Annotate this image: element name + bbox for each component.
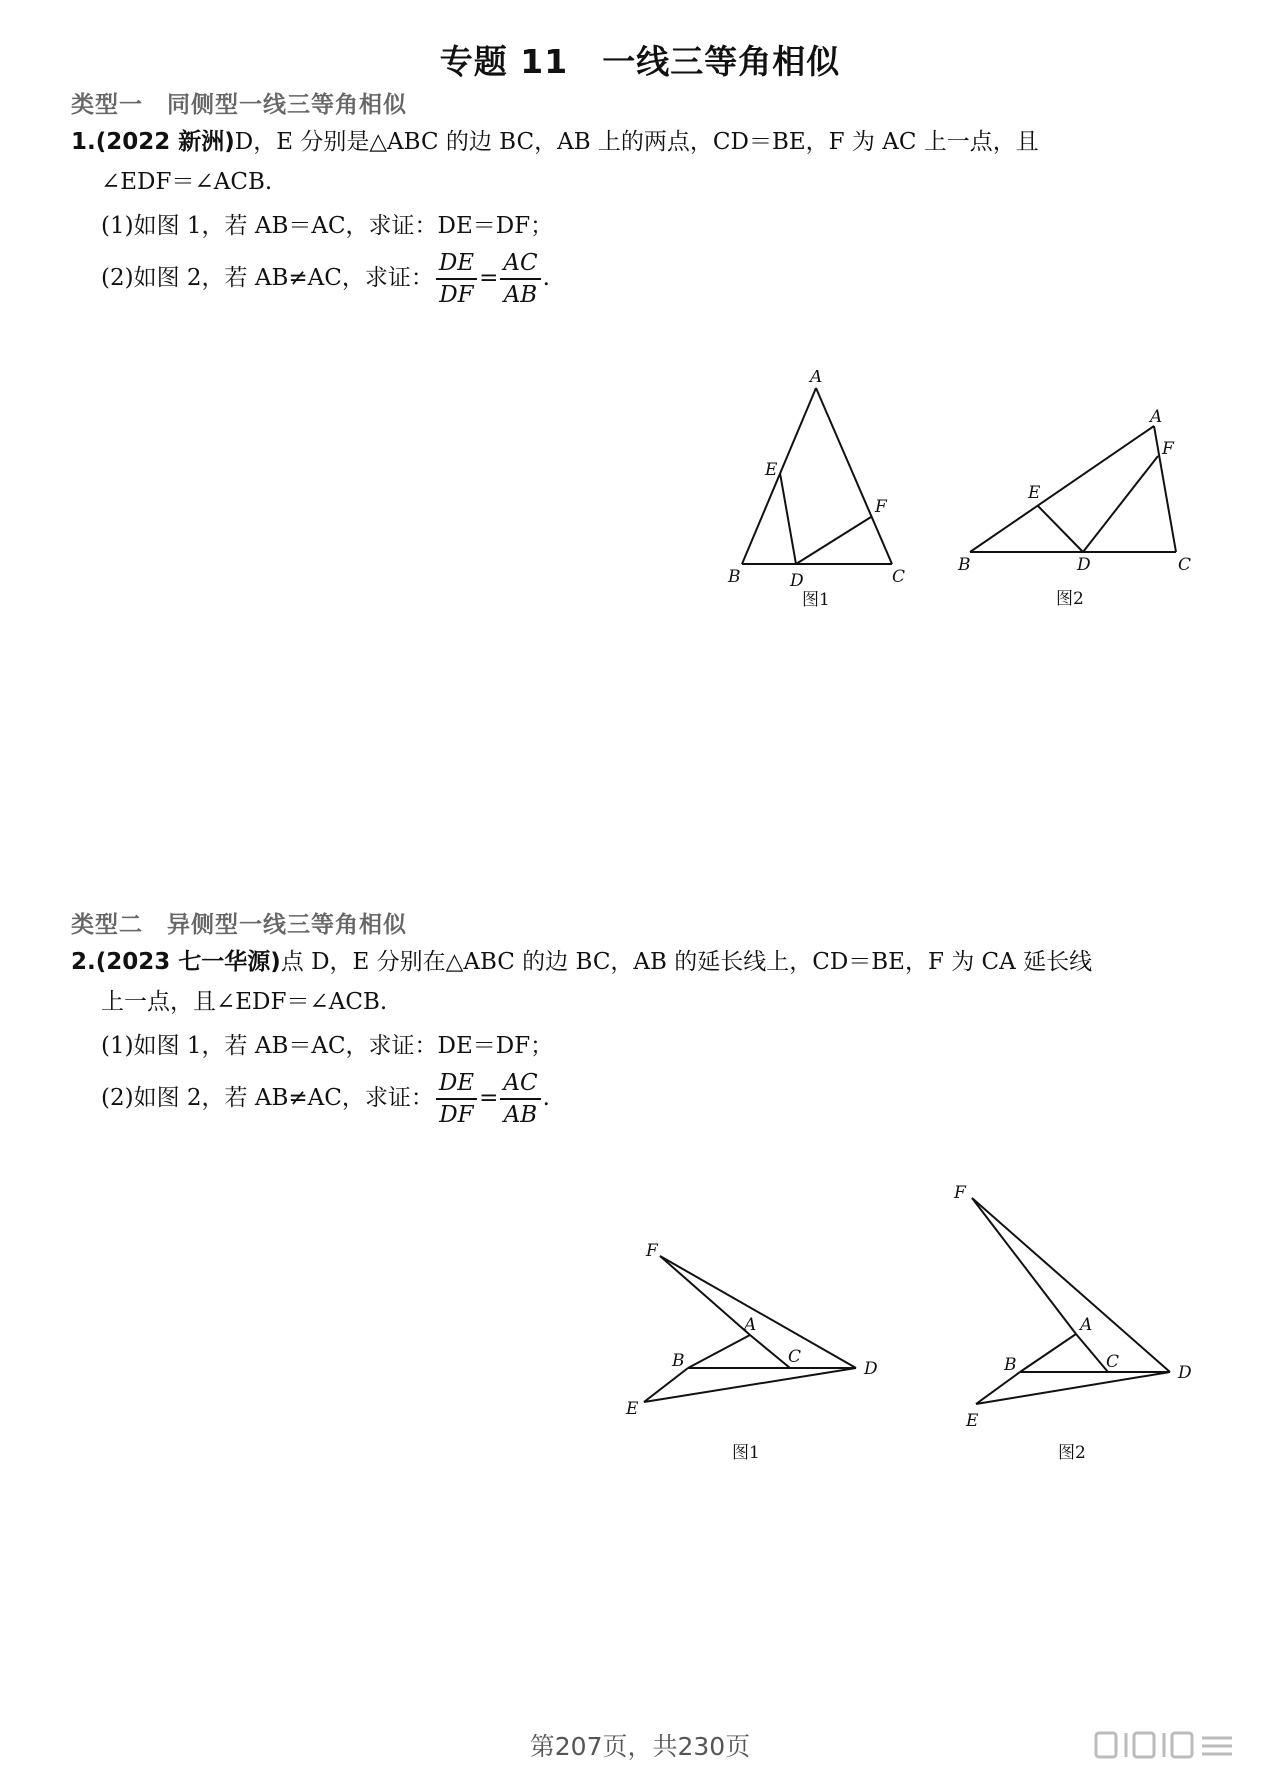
label-c: C bbox=[788, 1347, 802, 1367]
segment-ab bbox=[970, 426, 1154, 552]
label-f: F bbox=[646, 1241, 658, 1261]
segment-ed bbox=[644, 1368, 856, 1402]
equals-sign: = bbox=[479, 265, 499, 291]
fraction-ac-ab bbox=[500, 1068, 540, 1130]
label-d: D bbox=[1178, 1363, 1192, 1383]
label-a: A bbox=[1080, 1315, 1093, 1335]
question-1-part-2 bbox=[101, 248, 1211, 310]
segment-ac bbox=[1076, 1334, 1108, 1372]
label-a: A bbox=[744, 1315, 757, 1335]
label-c: C bbox=[1178, 555, 1192, 575]
question-1-line-2: ∠EDF＝∠ACB. bbox=[101, 169, 273, 195]
segment-ab bbox=[688, 1335, 750, 1368]
period: . bbox=[542, 1085, 550, 1111]
fraction-de-df bbox=[436, 1068, 477, 1130]
segment-fd bbox=[972, 1198, 1170, 1372]
segment-ab bbox=[1020, 1334, 1076, 1372]
question-1-line-1 bbox=[71, 126, 1211, 158]
label-b: B bbox=[958, 555, 971, 575]
fraction-de-df bbox=[436, 248, 477, 310]
label-a: A bbox=[1150, 407, 1163, 427]
label-b: B bbox=[728, 567, 741, 587]
fraction-denominator: AB bbox=[503, 282, 538, 308]
fraction-numerator: DE bbox=[436, 1068, 477, 1100]
fraction-ac-ab bbox=[500, 248, 540, 310]
segment-fa bbox=[972, 1198, 1076, 1334]
segment-df bbox=[796, 517, 871, 564]
segment-ac bbox=[816, 388, 892, 564]
fraction-numerator: DE bbox=[436, 248, 477, 280]
segment-ed bbox=[780, 473, 796, 564]
label-b: B bbox=[672, 1351, 685, 1371]
segment-be bbox=[976, 1372, 1020, 1404]
question-source: (2022 新洲) bbox=[95, 129, 235, 155]
question-2-part-2 bbox=[101, 1068, 1211, 1130]
period: . bbox=[542, 265, 550, 291]
label-d: D bbox=[1077, 555, 1091, 575]
figure-caption: 图2 bbox=[1058, 1443, 1086, 1463]
label-e: E bbox=[765, 460, 778, 480]
fraction-denominator: DF bbox=[439, 1102, 474, 1128]
question-1 bbox=[71, 126, 1211, 310]
fraction-denominator: AB bbox=[503, 1102, 538, 1128]
label-e: E bbox=[1028, 483, 1041, 503]
label-b: B bbox=[1004, 1355, 1017, 1375]
fraction-numerator: AC bbox=[500, 1068, 540, 1100]
segment-ab bbox=[742, 388, 816, 564]
question-2-line-2: 上一点，且∠EDF＝∠ACB. bbox=[101, 989, 388, 1015]
question-2 bbox=[71, 946, 1211, 1130]
figure-caption: 图1 bbox=[732, 1443, 760, 1463]
section-heading-2: 类型二 异侧型一线三等角相似 bbox=[71, 912, 407, 938]
label-d: D bbox=[790, 571, 804, 591]
fraction-numerator: AC bbox=[500, 248, 540, 280]
figure-2-2 bbox=[940, 1180, 1200, 1480]
figure-1-1 bbox=[720, 370, 920, 620]
label-e: E bbox=[626, 1399, 639, 1419]
figure-2-1 bbox=[620, 1240, 900, 1480]
label-e: E bbox=[966, 1411, 979, 1431]
page-title: 专题 11 一线三等角相似 bbox=[439, 42, 841, 81]
figure-1-2 bbox=[950, 400, 1210, 620]
segment-ed bbox=[976, 1372, 1170, 1404]
label-c: C bbox=[892, 567, 906, 587]
equals-sign: = bbox=[479, 1085, 499, 1111]
section-heading-1: 类型一 同侧型一线三等角相似 bbox=[71, 92, 407, 118]
label-d: D bbox=[864, 1359, 878, 1379]
label-c: C bbox=[1106, 1352, 1120, 1372]
part-2-prefix: (2)如图 2，若 AB≠AC，求证： bbox=[101, 265, 434, 291]
figure-caption: 图1 bbox=[802, 590, 830, 610]
label-a: A bbox=[810, 370, 823, 387]
question-source: (2023 七一华源) bbox=[95, 949, 281, 975]
label-f: F bbox=[954, 1183, 966, 1203]
label-f: F bbox=[875, 497, 887, 517]
segment-fd bbox=[660, 1256, 856, 1368]
question-1-part-1: (1)如图 1，若 AB＝AC，求证：DE＝DF； bbox=[101, 213, 554, 239]
question-text: D，E 分别是△ABC 的边 BC，AB 上的两点，CD＝BE，F 为 AC 上一点，且 bbox=[234, 129, 1039, 155]
segment-fa bbox=[660, 1256, 750, 1335]
question-2-line-1 bbox=[71, 946, 1211, 978]
watermark-logo-icon bbox=[1094, 1730, 1236, 1760]
fraction-denominator: DF bbox=[439, 282, 474, 308]
page-footer: 第207页，共230页 bbox=[529, 1732, 751, 1761]
question-number: 1. bbox=[71, 129, 96, 155]
question-number: 2. bbox=[71, 949, 96, 975]
question-text: 点 D，E 分别在△ABC 的边 BC，AB 的延长线上，CD＝BE，F 为 CA 延长线 bbox=[280, 949, 1093, 975]
label-f: F bbox=[1162, 439, 1174, 459]
figure-caption: 图2 bbox=[1056, 589, 1084, 609]
segment-ed bbox=[1038, 506, 1083, 552]
part-2-prefix: (2)如图 2，若 AB≠AC，求证： bbox=[101, 1085, 434, 1111]
segment-ac bbox=[750, 1335, 790, 1368]
segment-df bbox=[1083, 456, 1158, 552]
question-2-part-1: (1)如图 1，若 AB＝AC，求证：DE＝DF； bbox=[101, 1033, 554, 1059]
